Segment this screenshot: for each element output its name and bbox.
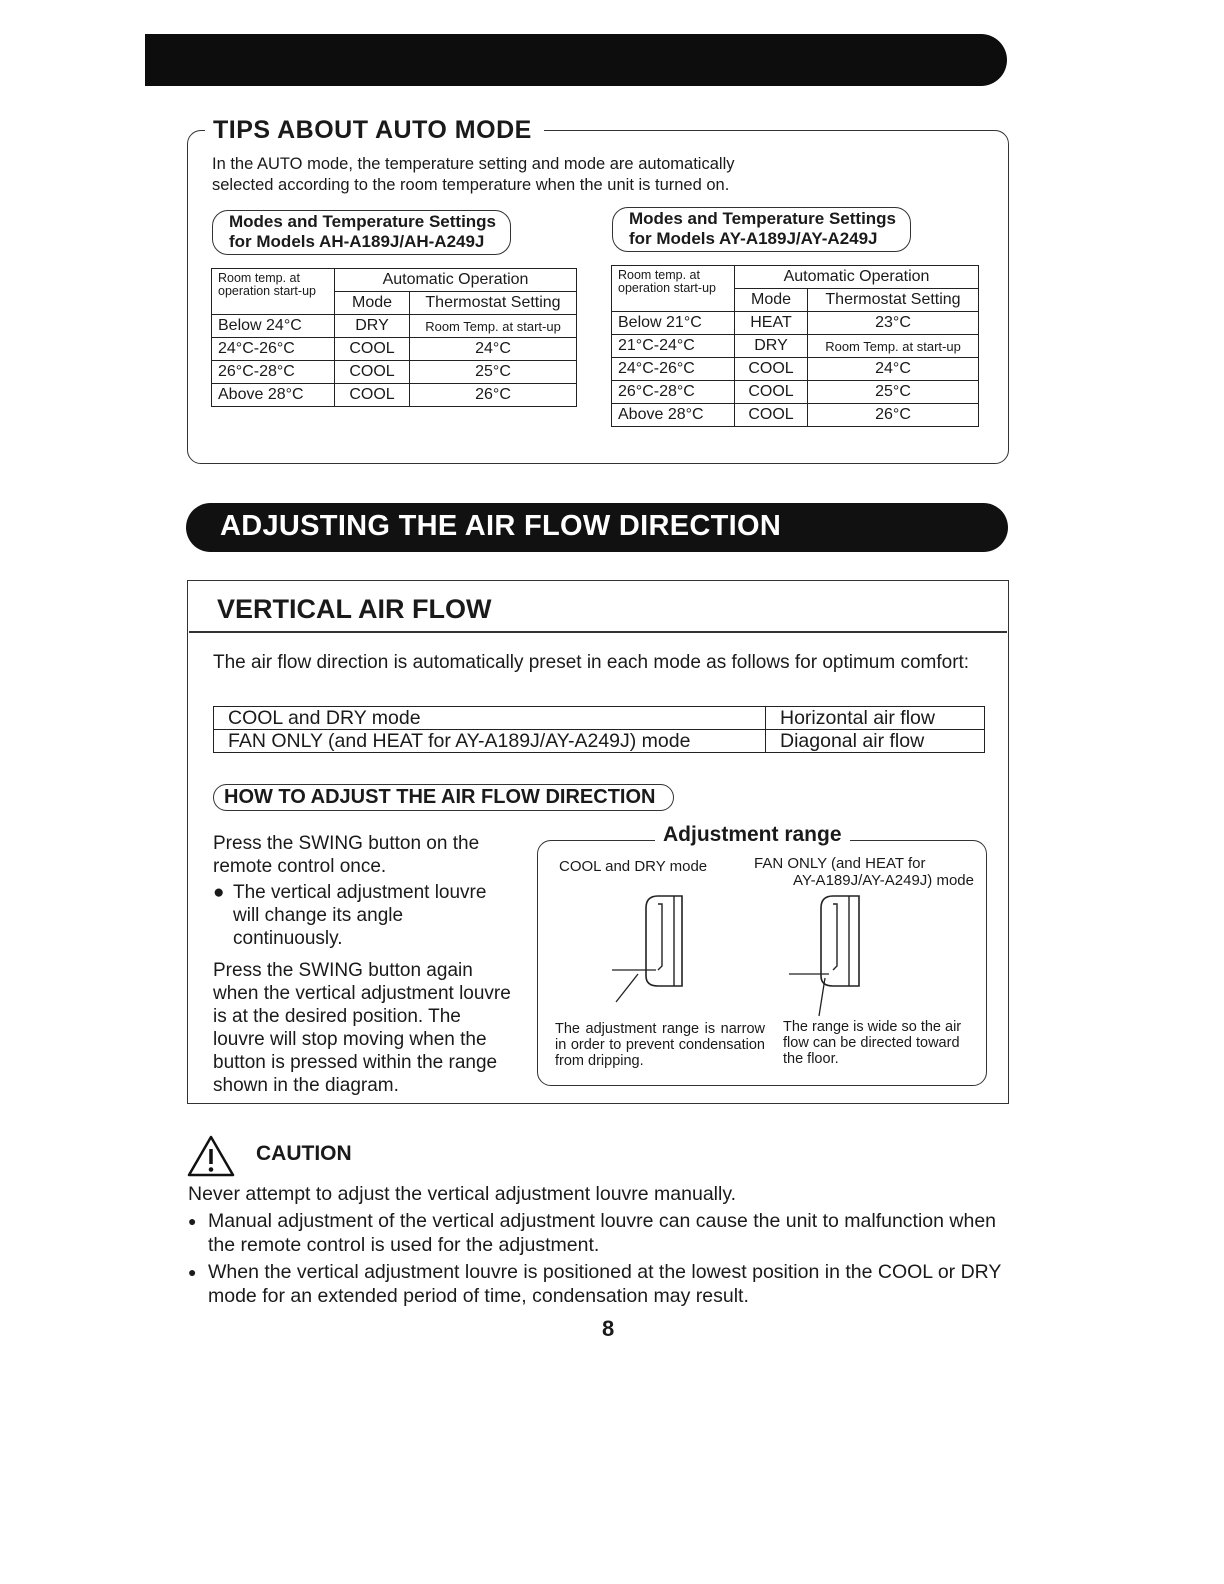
setting-cell: 25°C xyxy=(410,361,577,384)
mode-cell: COOL xyxy=(335,361,410,384)
flow-mode-cell: FAN ONLY (and HEAT for AY-A189J/AY-A249J) mode xyxy=(214,730,766,753)
adjustment-title: Adjustment range xyxy=(663,823,842,846)
cool-louvre-diagram xyxy=(600,890,710,1015)
ay-models-pill xyxy=(612,207,911,252)
range-line-diagonal xyxy=(616,974,638,1002)
step-1: Press the SWING button on the remote control once. xyxy=(213,833,480,877)
adjustment-title-wrap xyxy=(655,823,850,847)
ah-pill-line-2: for Models AH-A189J/AH-A249J xyxy=(229,232,485,251)
fan-note: The range is wide so the air flow can be directed toward the floor. xyxy=(783,1019,962,1067)
caution-text xyxy=(188,1182,1018,1308)
mode-cell: COOL xyxy=(335,338,410,361)
step-1-bullet xyxy=(213,881,513,950)
louvre-line xyxy=(833,904,837,970)
range-line-diagonal xyxy=(819,978,825,1016)
indoor-unit-outline xyxy=(646,896,682,986)
ah-room-header-2: operation start-up xyxy=(218,284,316,298)
ah-mode-header: Mode xyxy=(335,292,410,315)
table-row xyxy=(212,384,577,407)
fan-louvre-diagram xyxy=(785,890,895,1020)
flow-direction-cell: Horizontal air flow xyxy=(766,707,985,730)
ay-room-header-1: Room temp. at xyxy=(618,268,700,282)
bullet-icon: ● xyxy=(188,1213,197,1229)
indoor-unit-outline xyxy=(821,896,859,986)
table-row xyxy=(212,338,577,361)
page-number: 8 xyxy=(602,1316,615,1341)
caution-bullet-1-text: Manual adjustment of the vertical adjustment louvre can cause the unit to malfunction when the remote control is used for the adjustment. xyxy=(208,1210,997,1256)
table-row xyxy=(612,358,979,381)
caution-bullet-2 xyxy=(188,1260,1018,1308)
ah-auto-header: Automatic Operation xyxy=(335,269,577,292)
caution-bullet-1 xyxy=(188,1209,1018,1257)
setting-cell: 26°C xyxy=(410,384,577,407)
tips-title: TIPS ABOUT AUTO MODE xyxy=(213,116,532,144)
table-row xyxy=(214,707,985,730)
mode-cell: COOL xyxy=(735,404,808,427)
table-row xyxy=(212,315,577,338)
room-cell: Above 28°C xyxy=(212,384,335,407)
tips-intro xyxy=(212,154,872,196)
bullet-icon: ● xyxy=(188,1264,197,1280)
ah-models-pill xyxy=(212,210,511,255)
room-cell: 24°C-26°C xyxy=(212,338,335,361)
fan-caption xyxy=(754,855,974,889)
ah-settings-table xyxy=(211,268,577,407)
mode-cell: COOL xyxy=(735,358,808,381)
mode-cell: COOL xyxy=(335,384,410,407)
step-2: Press the SWING button again when the vertical adjustment louvre is at the desired position. The louvre will stop moving when the button is pressed within the range shown in the diagram. xyxy=(213,960,511,1096)
setting-cell: Room Temp. at start-up xyxy=(410,315,577,338)
table-row xyxy=(612,312,979,335)
flow-direction-cell: Diagonal air flow xyxy=(766,730,985,753)
section-banner-title: ADJUSTING THE AIR FLOW DIRECTION xyxy=(220,510,782,542)
step-1-bullet-text: The vertical adjustment louvre will change its angle continuously. xyxy=(233,882,487,949)
room-cell: Below 21°C xyxy=(612,312,735,335)
how-to-adjust-pill: HOW TO ADJUST THE AIR FLOW DIRECTION xyxy=(213,784,674,811)
table-row xyxy=(212,361,577,384)
ay-room-header xyxy=(612,266,735,312)
ah-room-header xyxy=(212,269,335,315)
ah-thermo-header: Thermostat Setting xyxy=(410,292,577,315)
tips-intro-line-1: In the AUTO mode, the temperature setting and mode are automatically xyxy=(212,155,735,173)
flow-direction-table xyxy=(213,706,985,753)
mode-cell: HEAT xyxy=(735,312,808,335)
setting-cell: 24°C xyxy=(410,338,577,361)
mode-cell: DRY xyxy=(335,315,410,338)
tips-intro-line-2: selected according to the room temperature when the unit is turned on. xyxy=(212,176,730,194)
tips-title-wrap xyxy=(205,116,544,145)
ay-settings-table xyxy=(611,265,979,427)
setting-cell: 24°C xyxy=(808,358,979,381)
cool-caption: COOL and DRY mode xyxy=(559,858,708,875)
room-cell: 21°C-24°C xyxy=(612,335,735,358)
cool-note: The adjustment range is narrow in order to prevent condensation from dripping. xyxy=(555,1021,765,1069)
mode-cell: COOL xyxy=(735,381,808,404)
caution-line: Never attempt to adjust the vertical adjustment louvre manually. xyxy=(188,1183,737,1205)
setting-cell: Room Temp. at start-up xyxy=(808,335,979,358)
vertical-title: VERTICAL AIR FLOW xyxy=(217,594,492,624)
caution-title: CAUTION xyxy=(256,1142,352,1165)
divider xyxy=(189,631,1007,633)
table-row xyxy=(612,335,979,358)
ay-mode-header: Mode xyxy=(735,289,808,312)
room-cell: 26°C-28°C xyxy=(612,381,735,404)
fan-caption-2: AY-A189J/AY-A249J) mode xyxy=(793,872,974,889)
ay-room-header-2: operation start-up xyxy=(618,281,716,295)
vertical-intro: The air flow direction is automatically preset in each mode as follows for optimum comfort: xyxy=(213,652,970,673)
bullet-icon: ● xyxy=(213,882,225,903)
caution-bullet-2-text: When the vertical adjustment louvre is positioned at the lowest position in the COOL or DRY mode for an extended period of time, condensation may result. xyxy=(208,1261,1002,1307)
room-cell: 24°C-26°C xyxy=(612,358,735,381)
mode-cell: DRY xyxy=(735,335,808,358)
ah-pill-line-1: Modes and Temperature Settings xyxy=(229,212,497,231)
ah-room-header-1: Room temp. at xyxy=(218,271,300,285)
flow-mode-cell: COOL and DRY mode xyxy=(214,707,766,730)
table-row xyxy=(612,404,979,427)
ay-pill-line-1: Modes and Temperature Settings xyxy=(629,209,897,228)
setting-cell: 25°C xyxy=(808,381,979,404)
room-cell: 26°C-28°C xyxy=(212,361,335,384)
warning-icon xyxy=(186,1134,236,1178)
instructions xyxy=(213,832,513,1106)
header-bar xyxy=(145,34,1007,86)
room-cell: Below 24°C xyxy=(212,315,335,338)
table-row xyxy=(214,730,985,753)
table-row xyxy=(612,381,979,404)
fan-caption-1: FAN ONLY (and HEAT for xyxy=(754,855,926,872)
room-cell: Above 28°C xyxy=(612,404,735,427)
ay-thermo-header: Thermostat Setting xyxy=(808,289,979,312)
louvre-line xyxy=(658,904,662,970)
ay-pill-line-2: for Models AY-A189J/AY-A249J xyxy=(629,229,878,248)
setting-cell: 23°C xyxy=(808,312,979,335)
setting-cell: 26°C xyxy=(808,404,979,427)
ay-auto-header: Automatic Operation xyxy=(735,266,979,289)
